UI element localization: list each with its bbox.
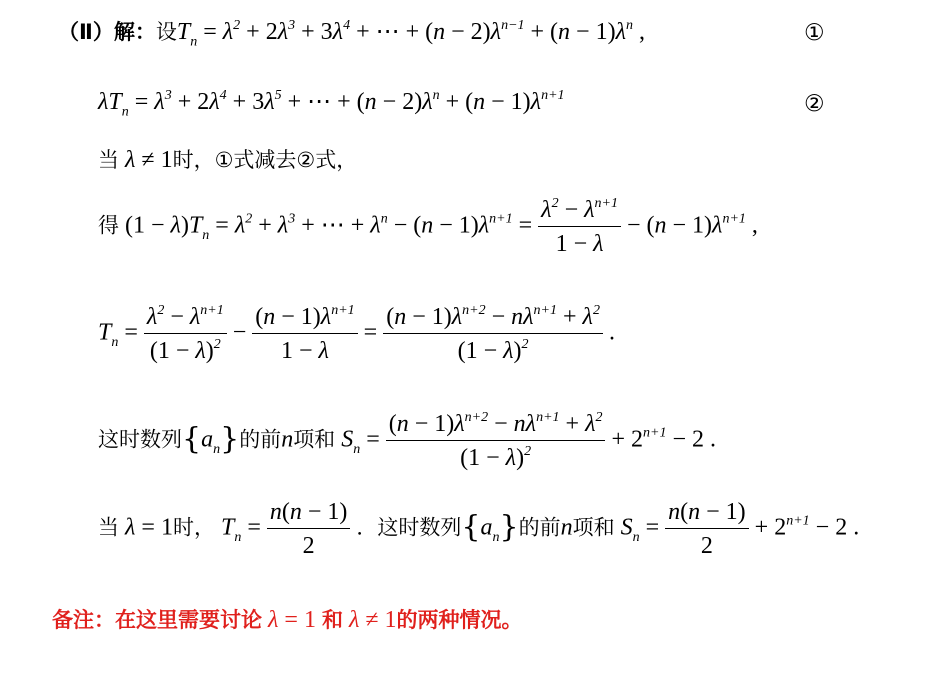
eq-line-tn: $T_n$ = $\frac{\lambda^2 - \lambda^{n+1}}{(1 - \lambda)^2}$ − $\frac{(n - 1)\lambda^{n+1}}{1 - \lambda}$ = $\frac{(n - 1)\lambda^{n+2} - n\lambda^{n+1} + \lambda^2}{(1 - \lambda)^2}$ . xyxy=(98,303,615,364)
circle-label-2: ② xyxy=(804,91,825,117)
word-let: 设 xyxy=(155,20,177,44)
step-line: 当 λ ≠ 1时，①式减去②式， xyxy=(98,147,358,173)
eq-line-1: （Ⅱ）解：设$T_n = \lambda^2 + 2\lambda^3 + 3\lambda^4$ + ⋯ + $(n - 2)\lambda^{n-1} + (n - 1)\lambda^n$ , xyxy=(58,18,645,50)
note-line: 备注：在这里需要讨论 λ = 1 和 λ ≠ 1的两种情况。 xyxy=(52,607,523,633)
part-label: （Ⅱ）解： xyxy=(58,20,156,44)
eq-line-case-one: 当 λ = 1时， $T_n$ = $\frac{n(n - 1)}{2}$ ．这时数列$\{a_n\}$的前n项和 $S_n$ = $\frac{n(n - 1)}{2}$ + $2^{n+1} - 2$ . xyxy=(98,499,860,559)
eq-line-subtract: 得 $(1 - \lambda)T_n = \lambda^2 + \lambda^3$ + ⋯ + $\lambda^n - (n - 1)\lambda^{n+1}$ = $\frac{\lambda^2 - \lambda^{n+1}}{1 - \lambda}$ − $(n - 1)\lambda^{n+1}$ , xyxy=(98,196,758,257)
eq-line-sn: 这时数列$\{a_n\}$的前n项和 $S_n$ = $\frac{(n - 1)\lambda^{n+2} - n\lambda^{n+1} + \lambda^2}{(1 - \lambda)^2}$ + $2^{n+1} - 2$ . xyxy=(98,410,717,471)
eq-line-2: $\lambda T_n = \lambda^3 + 2\lambda^4 + 3\lambda^5$ + ⋯ + $(n - 2)\lambda^n + (n - 1)\lambda^{n+1}$ xyxy=(98,88,565,120)
fraction-geometric-sum: $\frac{\lambda^2 - \lambda^{n+1}}{1 - \lambda}$ xyxy=(538,198,621,256)
circle-label-1: ① xyxy=(804,20,825,46)
